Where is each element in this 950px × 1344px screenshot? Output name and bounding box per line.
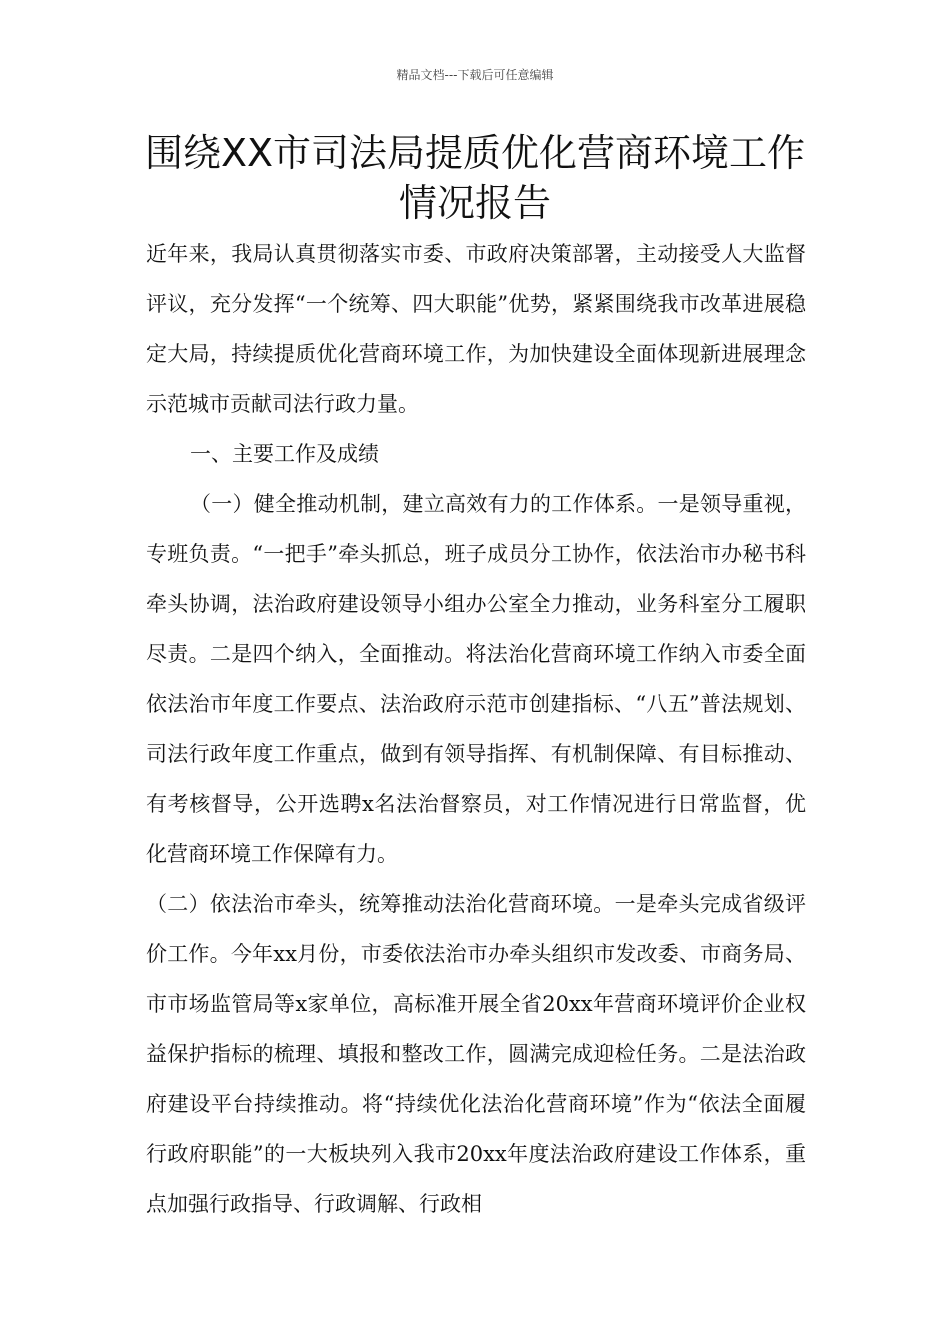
document-body [146, 229, 806, 1229]
paragraph-intro: 近年来，我局认真贯彻落实市委、市政府决策部署，主动接受人大监督评议，充分发挥“一个统筹、四大职能”优势，紧紧围绕我市改革进展稳定大局，持续提质优化营商环境工作，为加快建设全面体现新进展理念示范城市贡献司法行政力量。 [146, 242, 806, 416]
paragraph-section-2: （二）依法治市牵头，统筹推动法治化营商环境。一是牵头完成省级评价工作。今年xx月份，市委依法治市办牵头组织市发改委、市商务局、市市场监管局等x家单位，高标准开展全省20xx年营商环境评价企业权益保护指标的梳理、填报和整改工作，圆满完成迎检任务。二是法治政府建设平台持续推动。将“持续优化法治化营商环境”作为“依法全面履行政府职能”的一大板块列入我市20xx年度法治政府建设工作体系，重点加强行政指导、行政调解、行政相 [146, 892, 806, 1216]
section-heading-main-work: 一、主要工作及成绩 [190, 442, 379, 466]
page-header-note: 精品文档---下载后可任意编辑 [396, 68, 554, 82]
document-title: 围绕XX市司法局提质优化营商环境工作情况报告 [144, 131, 806, 225]
paragraph-section-1: （一）健全推动机制，建立高效有力的工作体系。一是领导重视，专班负责。“一把手”牵头抓总，班子成员分工协作，依法治市办秘书科牵头协调，法治政府建设领导小组办公室全力推动，业务科室分工履职尽责。二是四个纳入，全面推动。将法治化营商环境工作纳入市委全面依法治市年度工作要点、法治政府示范市创建指标、“八五”普法规划、司法行政年度工作重点，做到有领导指挥、有机制保障、有目标推动、有考核督导，公开选聘x名法治督察员，对工作情况进行日常监督，优化营商环境工作保障有力。 [146, 492, 806, 866]
